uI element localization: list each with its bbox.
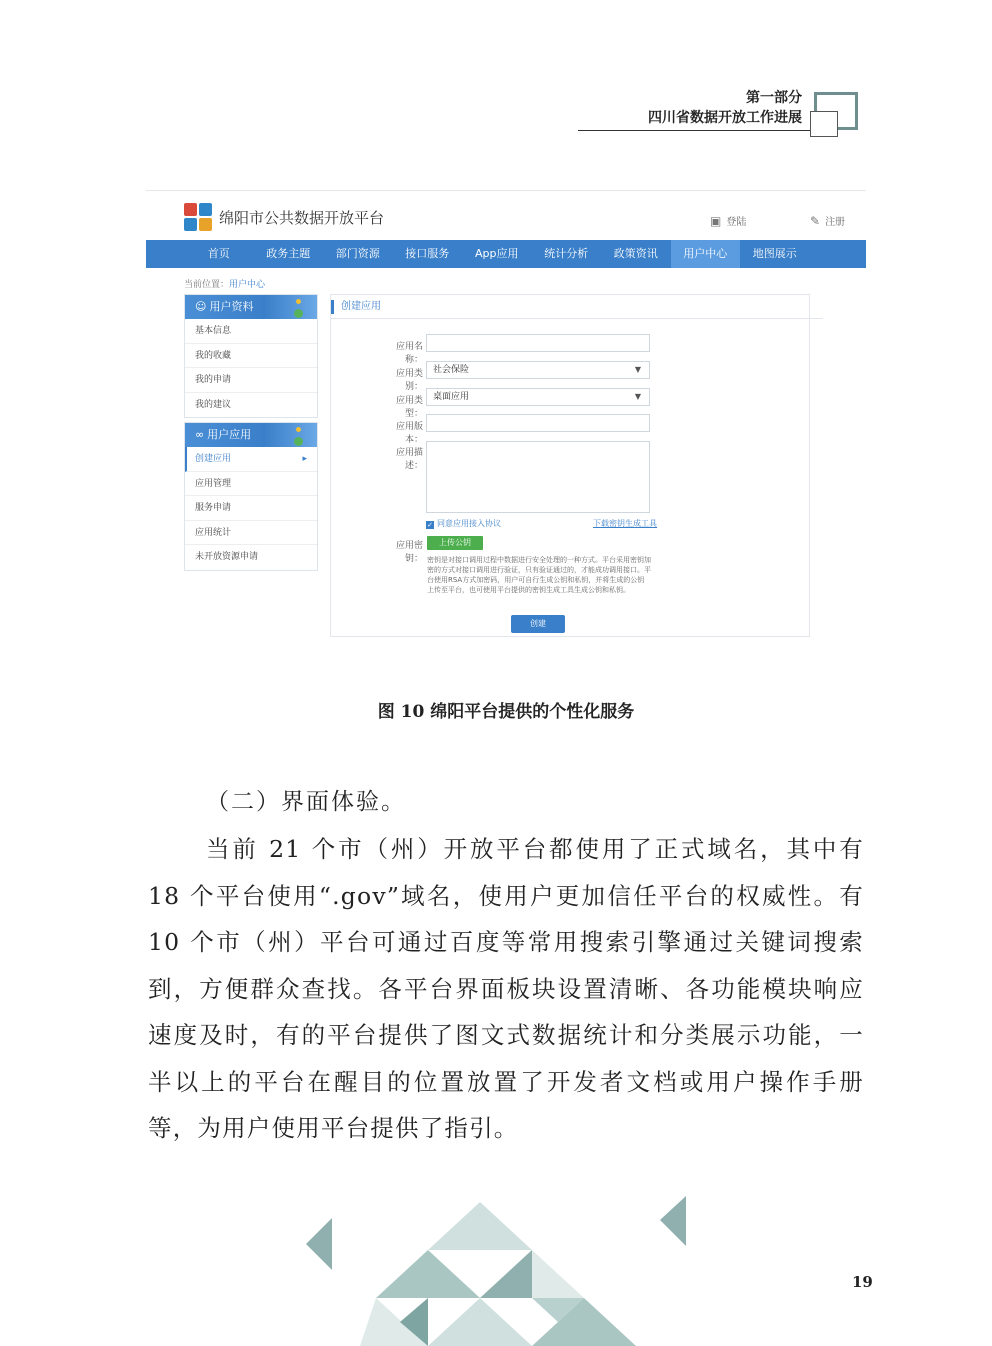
create-app-panel bbox=[330, 294, 810, 637]
breadcrumb-current[interactable]: 用户中心 bbox=[229, 280, 266, 290]
app-type-value: 桌面应用 bbox=[433, 392, 470, 402]
app-type-label: 应用类型： bbox=[395, 396, 423, 419]
checkmark-icon: ✓ bbox=[427, 521, 433, 529]
upload-public-key-button[interactable]: 上传公钥 bbox=[427, 536, 483, 550]
header-rule bbox=[578, 130, 810, 131]
login-link[interactable] bbox=[710, 213, 746, 228]
sidebar-apps-header bbox=[185, 423, 317, 447]
sidebar-profile-title: 用户资料 bbox=[209, 300, 254, 313]
app-key-label: 应用密钥： bbox=[395, 541, 423, 564]
app-version-label: 应用版本： bbox=[395, 422, 423, 445]
platform-logo-icon bbox=[184, 203, 212, 231]
app-type-select[interactable] bbox=[426, 388, 650, 406]
nav-item-home[interactable]: 首页 bbox=[207, 247, 230, 260]
sidebar-item-my-applications[interactable]: 我的申请 bbox=[185, 368, 317, 393]
dropdown-arrow-icon: ▼ bbox=[634, 392, 641, 401]
dropdown-arrow-icon: ▼ bbox=[634, 365, 641, 374]
nav-item-statistics[interactable]: 统计分析 bbox=[544, 247, 589, 260]
apps-icon: ∞ bbox=[195, 428, 205, 441]
sidebar-item-basic-info[interactable]: 基本信息 bbox=[185, 319, 317, 344]
nav-item-api-services[interactable]: 接口服务 bbox=[405, 247, 450, 260]
chapter-title: 四川省数据开放工作进展 bbox=[648, 110, 802, 126]
chapter-part-label: 第一部分 bbox=[746, 90, 802, 106]
breadcrumb bbox=[184, 277, 265, 290]
sidebar-item-service-request[interactable]: 服务申请 bbox=[185, 496, 317, 521]
page-number: 19 bbox=[852, 1273, 873, 1291]
sidebar-apps bbox=[184, 422, 318, 571]
sidebar-item-create-app-label: 创建应用 bbox=[195, 454, 232, 464]
register-link[interactable] bbox=[810, 213, 845, 228]
sidebar-profile-header bbox=[185, 295, 317, 319]
app-name-input[interactable] bbox=[426, 334, 650, 352]
sidebar-profile bbox=[184, 294, 318, 418]
sidebar-item-create-app[interactable] bbox=[185, 447, 317, 472]
agree-checkbox[interactable] bbox=[426, 518, 501, 529]
body-paragraph: 当前 21 个市（州）开放平台都使用了正式域名，其中有 18 个平台使用“.gov”域名，使用户更加信任平台的权威性。有 10 个市（州）平台可通过百度等常用搜索引擎通过关键词搜索到，方便群众查找。各平台界面板块设置清晰、各功能模块响应速度及时，有的平台提供了图文式数据统计和分类展示功能，一半以上的平台在醒目的位置放置了开发者文档或用户操作手册等，为用户使用平台提供了指引。 bbox=[148, 835, 865, 1142]
sidebar-item-my-suggestions[interactable]: 我的建议 bbox=[195, 399, 232, 410]
download-key-tool-link[interactable]: 下载密钥生成工具 bbox=[593, 519, 657, 528]
sidebar-item-app-management[interactable]: 应用管理 bbox=[185, 472, 317, 497]
figure-caption: 图 10 绵阳平台提供的个性化服务 bbox=[377, 702, 635, 722]
section-heading: （二）界面体验。 bbox=[206, 789, 406, 815]
header-decoration-square-small bbox=[810, 111, 838, 137]
sidebar-item-app-statistics[interactable]: 应用统计 bbox=[185, 521, 317, 546]
site-name: 绵阳市公共数据开放平台 bbox=[219, 209, 385, 227]
app-desc-textarea[interactable] bbox=[426, 441, 650, 513]
monitor-icon: ▣ bbox=[710, 214, 722, 228]
nav-item-user-center[interactable]: 用户中心 bbox=[671, 240, 741, 268]
agree-label: 同意应用接入协议 bbox=[437, 519, 501, 528]
nav-item-map[interactable]: 地图展示 bbox=[752, 247, 797, 260]
sidebar-apps-title: 用户应用 bbox=[207, 428, 252, 441]
key-description: 密钥是对接口调用过程中数据进行安全处理的一种方式。平台采用密钥加密的方式对接口调用进行验证，只有验证通过的，才能成功调用接口。平台使用RSA方式加密码，用户可自行生成公钥和私钥，并将生成的公钥上传至平台，也可使用平台提供的密钥生成工具生成公钥和私钥。 bbox=[427, 556, 651, 594]
app-category-value: 社会保险 bbox=[433, 365, 470, 375]
nav-item-policy-news[interactable]: 政策资讯 bbox=[613, 247, 658, 260]
nav-item-app[interactable]: App应用 bbox=[475, 247, 519, 260]
breadcrumb-prefix: 当前位置： bbox=[184, 280, 230, 290]
app-desc-label: 应用描述： bbox=[395, 448, 423, 471]
panel-title: 创建应用 bbox=[331, 295, 823, 319]
app-category-label: 应用类别： bbox=[395, 369, 423, 392]
app-version-input[interactable] bbox=[426, 414, 650, 432]
app-name-label: 应用名称： bbox=[395, 342, 423, 365]
register-label: 注册 bbox=[825, 217, 846, 228]
main-nav bbox=[146, 240, 866, 268]
pencil-icon: ✎ bbox=[810, 214, 821, 228]
sidebar-item-favorites[interactable]: 我的收藏 bbox=[185, 344, 317, 369]
chevron-right-icon: ▸ bbox=[302, 454, 307, 464]
platform-screenshot bbox=[146, 190, 866, 650]
user-icon: ☺ bbox=[195, 300, 207, 313]
sidebar-item-unopened-resource[interactable]: 未开放资源申请 bbox=[195, 552, 259, 562]
login-label: 登陆 bbox=[726, 217, 747, 228]
nav-item-gov-topics[interactable]: 政务主题 bbox=[266, 247, 311, 260]
decorative-triangles bbox=[300, 1190, 700, 1346]
create-button[interactable]: 创建 bbox=[511, 615, 565, 633]
app-category-select[interactable] bbox=[426, 361, 650, 379]
nav-item-dept-resources[interactable]: 部门资源 bbox=[335, 247, 380, 260]
